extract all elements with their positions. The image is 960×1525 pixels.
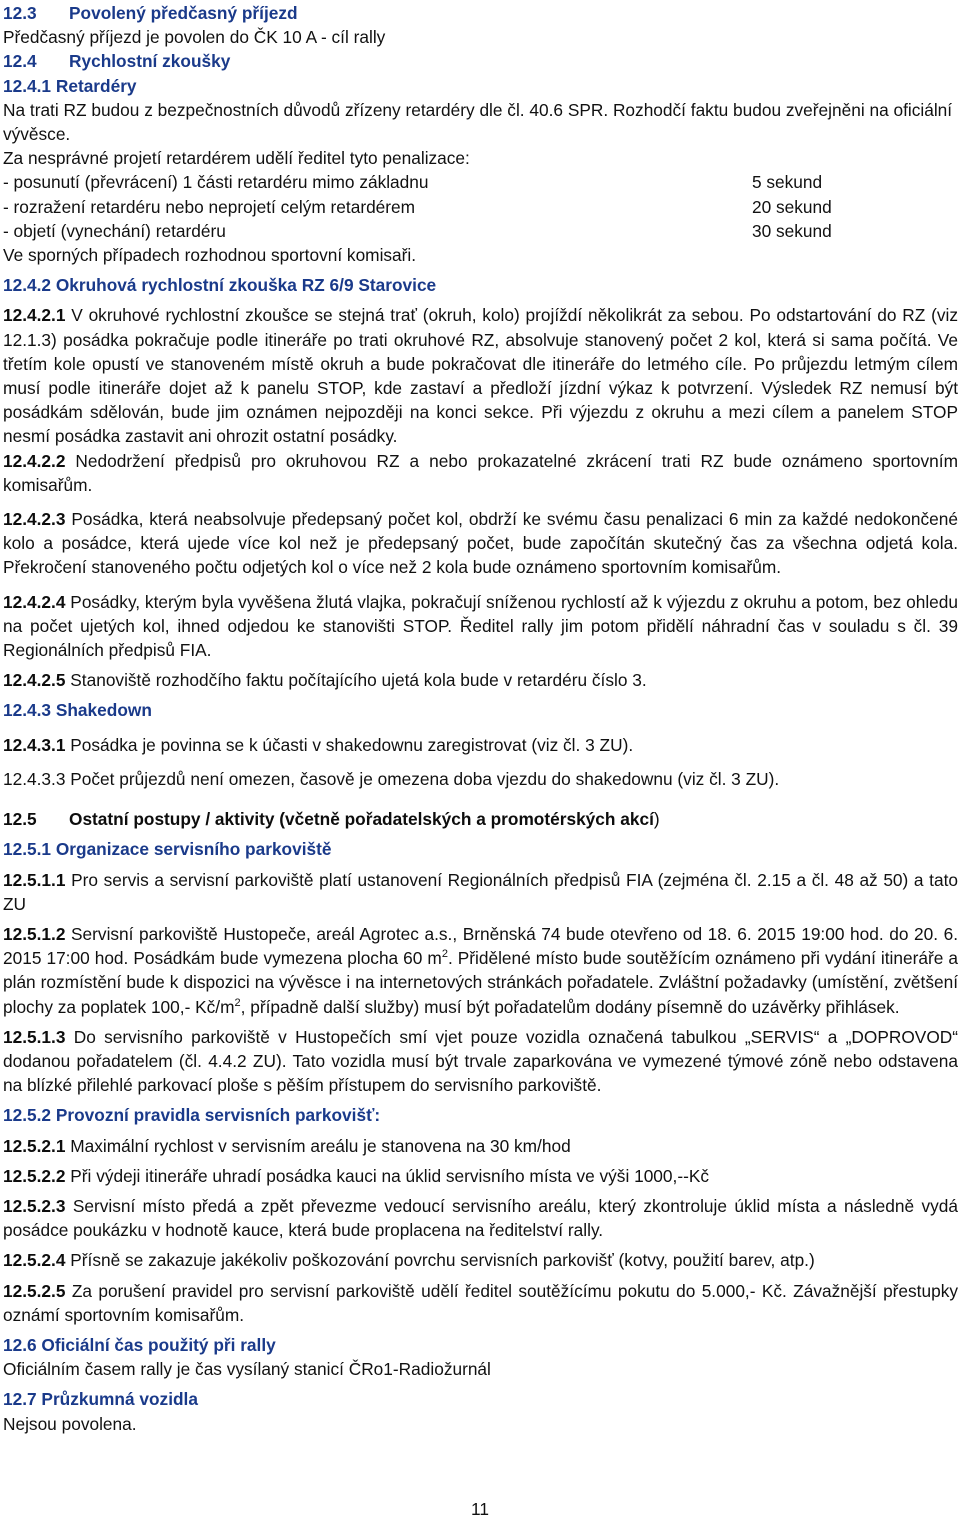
paragraph-number: 12.5.2.1 — [3, 1135, 66, 1156]
paragraph: Ve sporných případech rozhodnou sportovní komisaři. — [3, 245, 417, 266]
paragraph-text: Servisní místo předá a zpět převezme vedoucí servisního areálu, který zkontroluje úklid místa a následně vydá posádce poukázku v hodnotě kauce, která bude proplacena na ředitelství rally. — [3, 1195, 958, 1241]
heading-12-4-2: 12.4.2 Okruhová rychlostní zkouška RZ 6/9 Starovice — [3, 275, 437, 296]
paragraph-text: , případně další služby) musí být pořadatelům dodány písemně do uzávěrky přihlásek. — [240, 996, 900, 1017]
paragraph: Nejsou povolena. — [3, 1413, 137, 1434]
paragraph-number: 12.5.1.2 — [3, 923, 66, 944]
heading-12-5-2: 12.5.2 Provozní pravidla servisních parkovišť: — [3, 1105, 381, 1126]
heading-12-4-1: 12.4.1 Retardéry — [3, 75, 137, 96]
penalty-row — [3, 219, 958, 243]
paragraph-number: 12.4.3.1 — [3, 734, 66, 755]
paragraph — [3, 1279, 958, 1327]
paragraph: Za nesprávné projetí retardérem udělí ředitel tyto penalizace: — [3, 148, 470, 169]
paragraph-text: Posádka je povinna se k účasti v shakedownu zaregistrovat (viz čl. 3 ZU). — [65, 734, 634, 755]
paragraph-text: Do servisního parkoviště v Hustopečích smí vjet pouze vozidla označená tabulkou „SERVIS“ a „DOPROVOD“ dodanou pořadatelem (čl. 4.4.2 ZU). Tato vozidla musí být trvale zaparkována ve vymezené týmové zóně nebo odstavena na blízké přilehlé parkovací ploše s pěším přístupem do servisního parkoviště. — [3, 1026, 958, 1096]
heading-12-5 — [3, 807, 958, 831]
paragraph-text: . Přidělené místo bude soutěžícím oznámeno při vydání itineráře a plán rozmístění bude k dispozici na vývěsce i na internetových stránkách pořadatele. Zvláštní požadavky (umístění, zvětšení plochy za poplatek 100,- Kč/m — [3, 948, 958, 1017]
paragraph — [3, 733, 958, 757]
paragraph-text: V okruhové rychlostní zkoušce se stejná trať (okruh, kolo) projíždí několikrát za sebou. Po odstartování do RZ (viz 12.1.3) posádka pokračuje podle itineráře po trati okruhové RZ, absolvuje stanovený počet 2 kol, která si sama počítá. Ve třetím kole opustí ve stanoveném místě okruh a bude pokračovat dle itineráře do letmého cíle. Po průjezdu letmým cílem musí podle itineráře dojet až k panelu STOP, kde zastaví a předloží jízdní výkaz k potvrzení. Výsledek RZ nemusí být posádkám sdělován, bude jim oznámen nejpozději na konci sekce. Při výjezdu z okruhu a mezi cílem a panelem STOP nesmí posádka zastavit ani ohrozit ostatní posádky. — [3, 305, 958, 447]
paragraph-text: Přísně se zakazuje jakékoliv poškozování povrchu servisních parkovišť (kotvy, použití barev, atp.) — [65, 1250, 815, 1271]
paragraph-number: 12.4.2.4 — [3, 591, 66, 612]
penalty-row — [3, 170, 958, 194]
penalty-row — [3, 195, 958, 219]
heading-number: 12.3 — [3, 3, 37, 23]
paragraph-number: 12.5.1.3 — [3, 1026, 66, 1047]
heading-12-7: 12.7 Průzkumná vozidla — [3, 1389, 198, 1410]
paragraph-text: Nedodržení předpisů pro okruhovou RZ a nebo prokazatelné zkrácení trati RZ bude oznámeno sportovním komisařům. — [3, 450, 958, 495]
heading-number: 12.4 — [3, 51, 37, 72]
heading-12-4 — [3, 49, 958, 73]
superscript: 2 — [234, 996, 241, 1009]
paragraph-text: Pro servis a servisní parkoviště platí ustanovení Regionálních předpisů FIA (zejména čl. 2.15 a čl. 48 až 50) a tato ZU — [3, 869, 958, 914]
penalty-label: - rozražení retardéru nebo neprojetí celým retardérem — [3, 196, 416, 217]
heading-title: Rychlostní zkoušky — [69, 51, 231, 72]
penalty-label: - posunutí (převrácení) 1 části retardéru mimo základnu — [3, 172, 429, 193]
paragraph-text: Stanoviště rozhodčího faktu počítajícího ujetá kola bude v retardéru číslo 3. — [65, 670, 647, 691]
paragraph-text: Servisní parkoviště Hustopeče, areál Agrotec a.s., Brněnská 74 bude otevřeno od 18. 6. 2015 19:00 hod. do 20. 6. 2015 17:00 hod. Posádkám bude vymezena plocha 60 m — [3, 923, 958, 969]
penalty-value: 30 sekund — [752, 220, 832, 241]
paragraph-number: 12.5.2.5 — [3, 1280, 66, 1301]
heading-title: Ostatní postupy / aktivity (včetně pořadatelských a promotérských akcí — [69, 809, 654, 830]
paragraph — [3, 1248, 958, 1272]
paragraph-text: Maximální rychlost v servisním areálu je stanovena na 30 km/hod — [65, 1135, 571, 1156]
superscript: 2 — [441, 948, 448, 961]
heading-12-5-1: 12.5.1 Organizace servisního parkoviště — [3, 839, 332, 860]
paragraph — [3, 303, 958, 448]
paragraph — [3, 1134, 958, 1158]
paragraph — [3, 868, 958, 916]
paragraph-number: 12.4.2.5 — [3, 670, 66, 691]
paragraph-number: 12.4.2.2 — [3, 450, 66, 471]
paragraph-number: 12.5.2.3 — [3, 1195, 66, 1216]
paragraph: Oficiálním časem rally je čas vysílaný stanicí ČRo1-Radiožurnál — [3, 1359, 491, 1380]
document-page — [0, 1, 960, 1525]
paragraph-number: 12.5.2.4 — [3, 1250, 66, 1271]
heading-title-end: ) — [653, 809, 660, 830]
paragraph — [3, 1164, 958, 1188]
paragraph-text: Posádky, kterým byla vyvěšena žlutá vlajka, pokračují sníženou rychlostí až k výjezdu z okruhu a potom, bez ohledu na počet ujetých kol, ihned odjedou ke stanovišti STOP. Ředitel rally jim potom přidělí náhradní čas v souladu s čl. 39 Regionálních předpisů FIA. — [3, 591, 958, 661]
paragraph-number: 12.5.1.1 — [3, 869, 66, 890]
paragraph-text: Při výdeji itineráře uhradí posádka kauci na úklid servisního místa ve výši 1000,--Kč — [65, 1165, 710, 1186]
paragraph: 12.4.3.3 Počet průjezdů není omezen, časově je omezena doba vjezdu do shakedownu (viz čl. 3 ZU). — [3, 768, 780, 789]
paragraph-number: 12.4.2.3 — [3, 509, 66, 530]
heading-number: 12.5 — [3, 809, 37, 830]
paragraph-number: 12.4.2.1 — [3, 305, 66, 326]
heading-title: Povolený předčasný příjezd — [69, 3, 298, 23]
paragraph — [3, 449, 958, 497]
penalty-label: - objetí (vynechání) retardéru — [3, 220, 226, 241]
paragraph — [3, 668, 958, 692]
paragraph: Na trati RZ budou z bezpečnostních důvodů zřízeny retardéry dle čl. 40.6 SPR. Rozhodčí faktu budou zveřejněni na oficiální vývěsce. — [3, 99, 953, 145]
paragraph — [3, 1025, 958, 1098]
penalty-value: 20 sekund — [752, 196, 832, 217]
heading-12-3 — [3, 1, 958, 25]
paragraph — [3, 1194, 958, 1242]
paragraph — [3, 922, 958, 1019]
page-number: 11 — [471, 1499, 489, 1519]
penalty-value: 5 sekund — [752, 172, 823, 193]
heading-12-4-3: 12.4.3 Shakedown — [3, 700, 152, 721]
paragraph-text: Posádka, která neabsolvuje předepsaný počet kol, obdrží ke svému času penalizaci 6 min za každé nedokončené kolo a posádce, která ujede více kol než je předepsaný počet, bude započítán skutečný čas za všechna odjetá kola. Překročení stanoveného počtu odjetých kol o více než 2 kola bude oznámeno sportovním komisařům. — [3, 509, 958, 578]
paragraph — [3, 590, 958, 663]
paragraph — [3, 507, 958, 580]
paragraph: Předčasný příjezd je povolen do ČK 10 A - cíl rally — [3, 27, 386, 48]
heading-12-6: 12.6 Oficiální čas použitý při rally — [3, 1334, 276, 1355]
paragraph-number: 12.5.2.2 — [3, 1165, 66, 1186]
paragraph-text: Za porušení pravidel pro servisní parkoviště udělí ředitel soutěžícímu pokutu do 5.000,- Kč. Závažnější přestupky oznámí sportovním komisařům. — [3, 1280, 958, 1325]
